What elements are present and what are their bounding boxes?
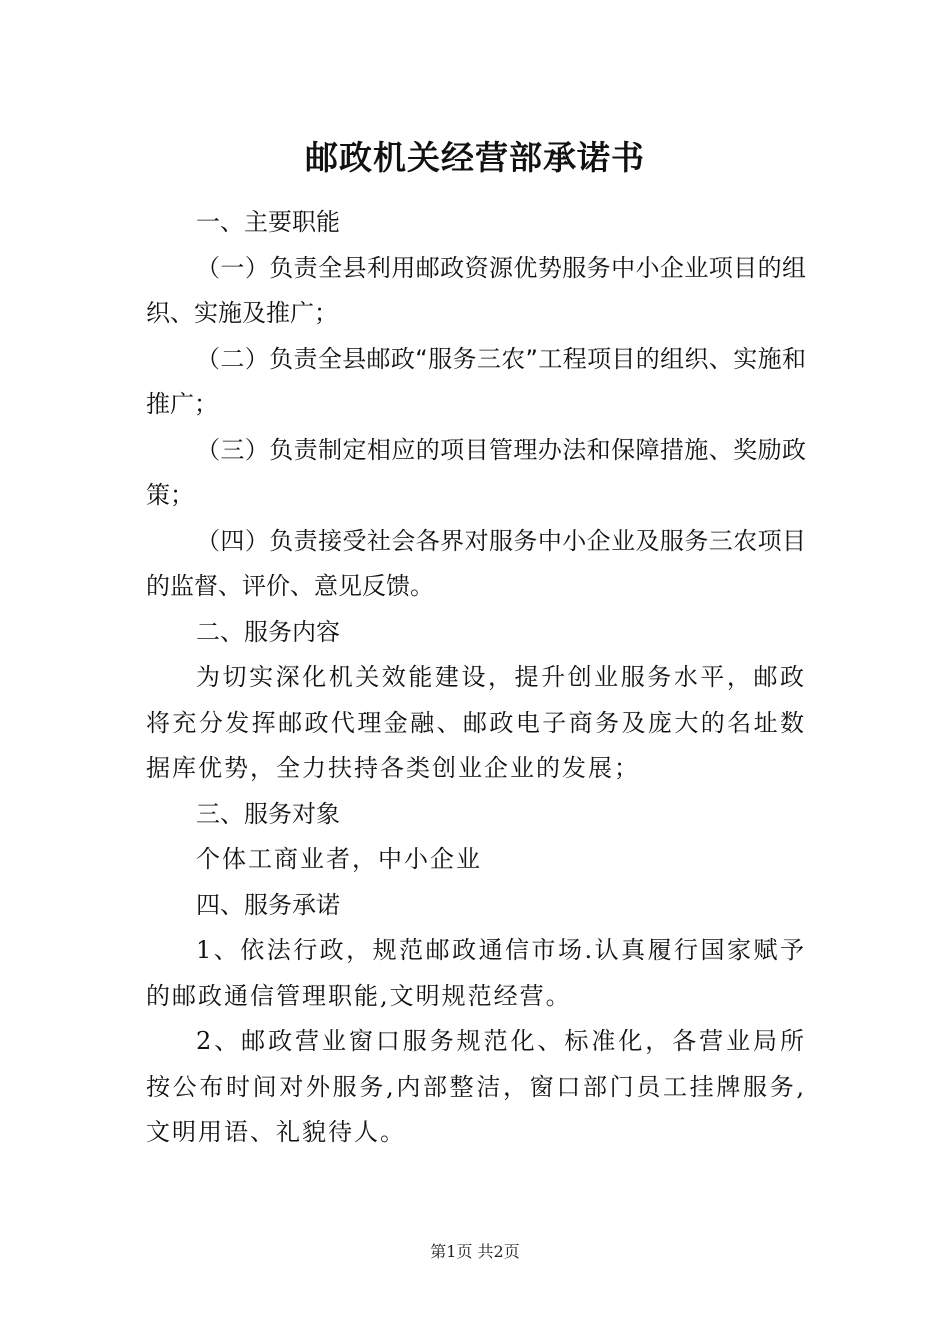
section-heading-service-commitments: 四、服务承诺 <box>196 890 340 919</box>
function-item-3: （三）负责制定相应的项目管理办法和保障措施、奖励政策； <box>146 435 806 509</box>
document-title: 邮政机关经营部承诺书 <box>305 138 645 177</box>
commitment-item-1: 1、依法行政，规范邮政通信市场.认真履行国家赋予的邮政通信管理职能,文明规范经营。 <box>146 936 806 1010</box>
commitment-item-2: 2、邮政营业窗口服务规范化、标准化，各营业局所按公布时间对外服务,内部整洁，窗口部门员工挂牌服务,文明用语、礼貌待人。 <box>146 1027 806 1146</box>
section-heading-service-content: 二、服务内容 <box>196 617 340 646</box>
page-footer: 第1页 共2页 <box>430 1242 520 1261</box>
section-heading-main-functions: 一、主要职能 <box>196 208 340 236</box>
service-content-paragraph: 为切实深化机关效能建设，提升创业服务水平，邮政将充分发挥邮政代理金融、邮政电子商务及庞大的名址数据库优势，全力扶持各类创业企业的发展； <box>146 663 806 782</box>
document-body <box>146 200 806 1156</box>
function-item-1: （一）负责全县利用邮政资源优势服务中小企业项目的组织、实施及推广； <box>146 253 806 327</box>
function-item-2: （二）负责全县邮政“服务三农”工程项目的组织、实施和推广； <box>146 344 806 418</box>
service-targets-paragraph: 个体工商业者，中小企业 <box>196 845 482 873</box>
section-heading-service-targets: 三、服务对象 <box>196 799 340 828</box>
function-item-4: （四）负责接受社会各界对服务中小企业及服务三农项目的监督、评价、意见反馈。 <box>146 526 806 600</box>
